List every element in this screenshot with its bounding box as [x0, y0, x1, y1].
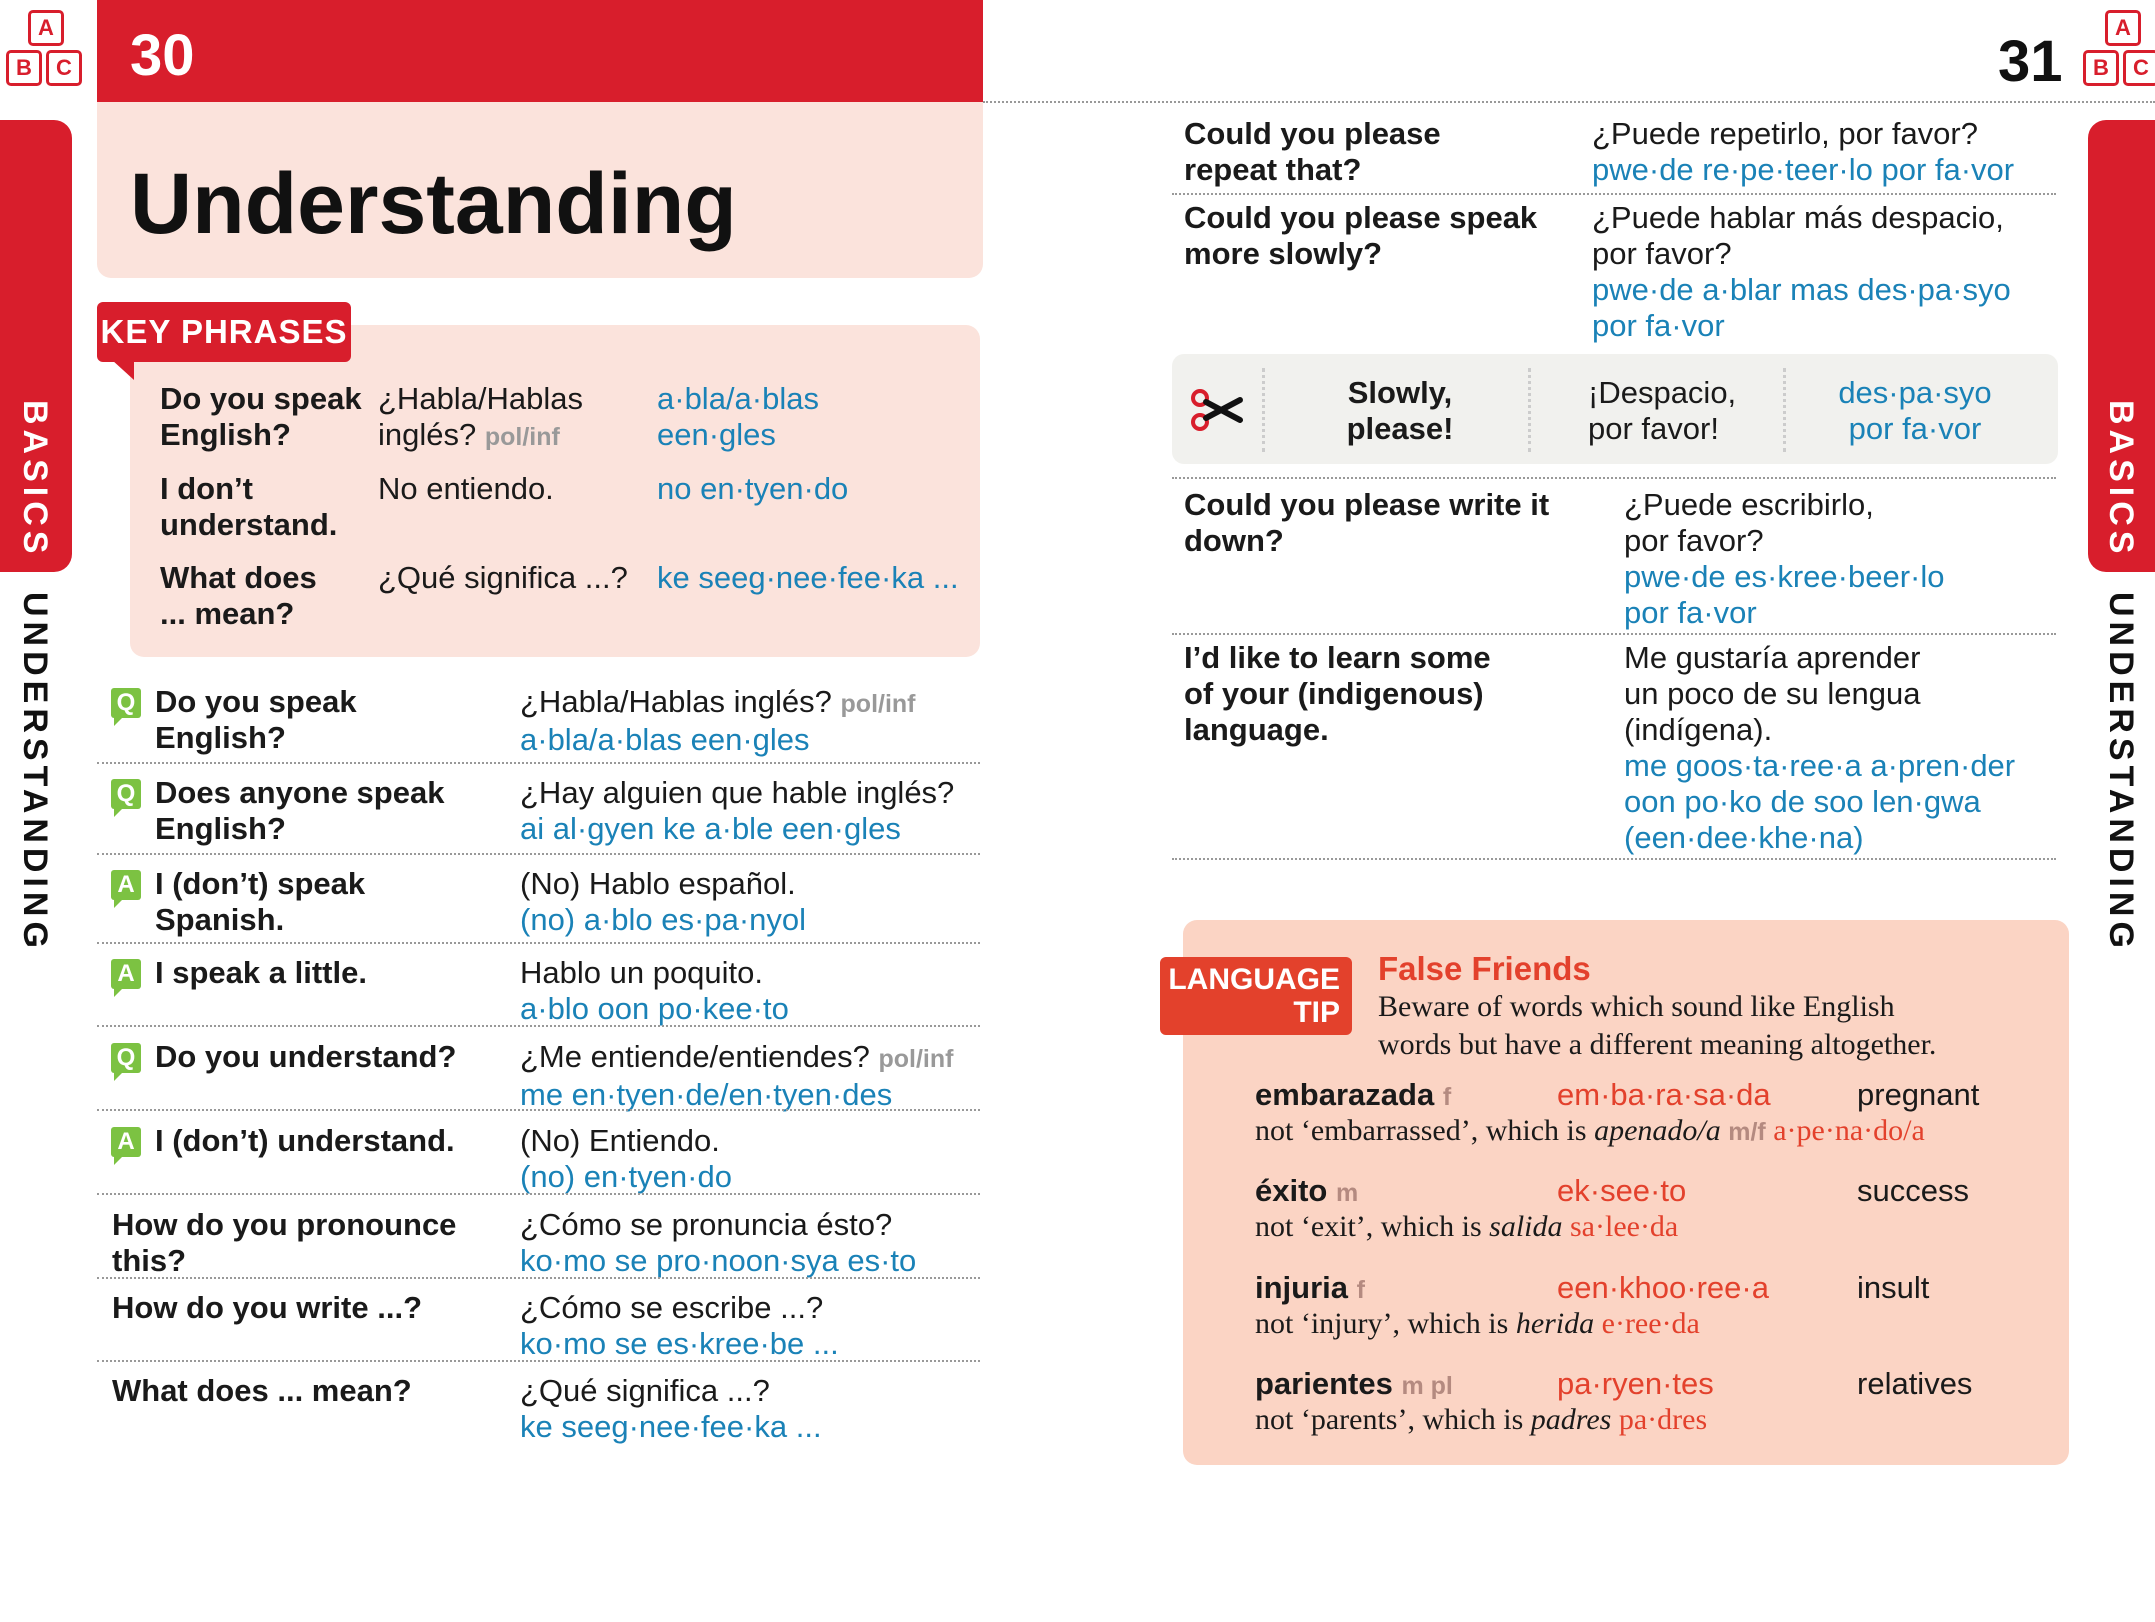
key-phrases-label-tail [112, 360, 134, 380]
abc-blocks-icon: A B C [2083, 10, 2155, 86]
page-number-left: 30 [130, 23, 195, 88]
row-divider [1172, 858, 2056, 860]
card-separator [1528, 368, 1531, 452]
card-separator [1262, 368, 1265, 452]
answer-icon: A [111, 959, 141, 989]
question-icon: Q [111, 1043, 141, 1073]
question-icon: Q [111, 779, 141, 809]
page-number-right: 31 [1998, 29, 2063, 94]
side-tab-section-left: BASICS [16, 400, 54, 559]
top-divider [983, 101, 2155, 103]
card-separator [1783, 368, 1786, 452]
row-divider [1172, 633, 2056, 635]
abc-blocks-icon: A B C [6, 10, 82, 86]
header-bar [97, 0, 983, 102]
side-tab-chapter-right: UNDERSTANDING [2102, 592, 2140, 953]
tip-intro: Beware of words which sound like English words but have a different meaning altogether. [1378, 990, 1937, 1061]
row-divider [1172, 193, 2056, 195]
side-tab-chapter-left: UNDERSTANDING [16, 592, 54, 953]
tip-title: False Friends [1378, 950, 1591, 987]
slowly-english: Slowly, please! [1346, 375, 1454, 446]
question-icon: Q [111, 688, 141, 718]
language-tip-label: LANGUAGE TIP [1160, 957, 1352, 1035]
slowly-spanish: ¡Despacio, por favor! [1588, 375, 1737, 446]
page-title: Understanding [130, 156, 737, 252]
row-divider [1172, 477, 2056, 479]
answer-icon: A [111, 1127, 141, 1157]
key-phrases-label: KEY PHRASES [97, 302, 351, 362]
slowly-pronunciation: des·pa·syo por fa·vor [1838, 375, 1992, 446]
answer-icon: A [111, 870, 141, 900]
side-tab-section-right: BASICS [2102, 400, 2140, 559]
scissors-icon [1188, 380, 1248, 440]
